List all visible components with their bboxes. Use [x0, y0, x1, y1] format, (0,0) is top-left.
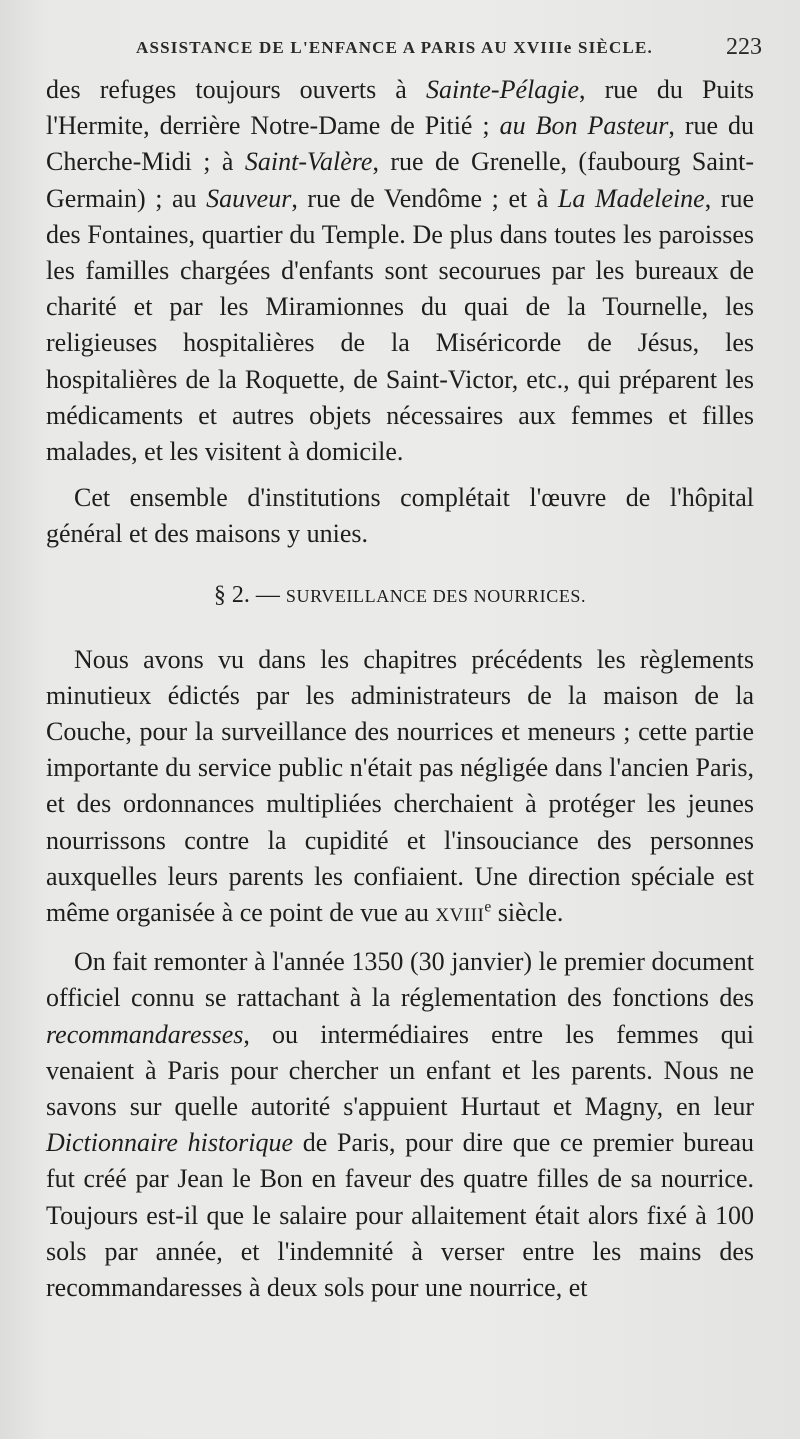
italic-place-name: La Madeleine	[557, 183, 705, 213]
paragraph-1350	[46, 944, 754, 1306]
century-numeral: XVIII	[435, 905, 485, 927]
text-run: , ou intermédiaires entre les femmes qui venaient à Paris pour chercher un enfant et les parents. Nous ne savons sur quelle autorité s'appuient Hurtaut et Magny, en leur	[46, 1019, 754, 1122]
section-title: SURVEILLANCE DES NOURRICES.	[285, 585, 587, 606]
italic-place-name: Sauveur	[206, 183, 292, 213]
running-title: ASSISTANCE DE L'ENFANCE A PARIS AU XVIIIe SIÈCLE.	[136, 38, 653, 57]
text-run: , rue de Vendôme ; et à	[291, 183, 558, 213]
text-run: de Paris, pour dire que ce premier bureau fut créé par Jean le Bon en faveur des quatre filles de sa nourrice. Toujours est-il que le salaire pour allaitement était alors fixé à 100 sols par année, et l'indemnité à verser entre les mains des recommandaresses à deux sols pour une nourrice, et	[46, 1128, 754, 1303]
paragraph-refuges	[46, 72, 754, 470]
superscript: e	[484, 898, 492, 916]
text-run: Nous avons vu dans les chapitres précédents les règlements minutieux édictés par les administrateurs de la maison de la Couche, pour la surveillance des nourrices et meneurs ; cette partie importante du service public n'était pas négligée dans l'ancien Paris, et des ordonnances multipliées cherchaient à protéger les jeunes nourrissons contre la cupidité et l'insouciance des personnes auxquelles leurs parents les confiaient. Une direction spéciale est même organisée à ce point de vue au	[46, 644, 754, 928]
text-run: , rue du Cherche-Midi ; à	[46, 111, 754, 177]
italic-place-name: au Bon Pasteur	[499, 111, 669, 141]
text-run: siècle.	[491, 898, 564, 928]
section-number: § 2.	[213, 581, 250, 608]
italic-term: recommandaresses	[46, 1019, 244, 1049]
italic-place-name: Saint-Valère	[244, 147, 373, 177]
text-run: des refuges toujours ouverts à	[46, 75, 426, 104]
page-number: 223	[726, 34, 762, 60]
section-dash: —	[255, 581, 280, 608]
section-heading	[46, 577, 754, 614]
body-text	[46, 72, 754, 1306]
paragraph-surveillance	[46, 642, 754, 935]
italic-book-title: Dictionnaire historique	[46, 1128, 294, 1158]
text-run: , rue du Puits l'Hermite, derrière Notre-Dame de Pitié ;	[46, 75, 754, 141]
text-run: On fait remonter à l'année 1350 (30 janvier) le premier document officiel connu se rattachant à la réglementation des fonctions des	[46, 947, 754, 1013]
italic-place-name: Sainte-Pélagie	[425, 75, 579, 104]
text-run: , rue de Grenelle, (faubourg Saint-Germain) ; au	[46, 147, 755, 213]
text-run: , rue des Fontaines, quartier du Temple. De plus dans toutes les paroisses les familles chargées d'enfants sont secourues par les bureaux de charité et par les Miramionnes du quai de la Tournelle, les religieuses hospitalières de la Miséricorde de Jésus, les hospitalières de la Roquette, de Saint-Victor, etc., qui préparent les médicaments et autres objets nécessaires aux femmes et filles malades, et les visitent à domicile.	[46, 183, 755, 467]
page-header	[46, 34, 762, 64]
paragraph-ensemble: Cet ensemble d'institutions complétait l'œuvre de l'hôpital général et des maisons y unies.	[46, 483, 754, 549]
